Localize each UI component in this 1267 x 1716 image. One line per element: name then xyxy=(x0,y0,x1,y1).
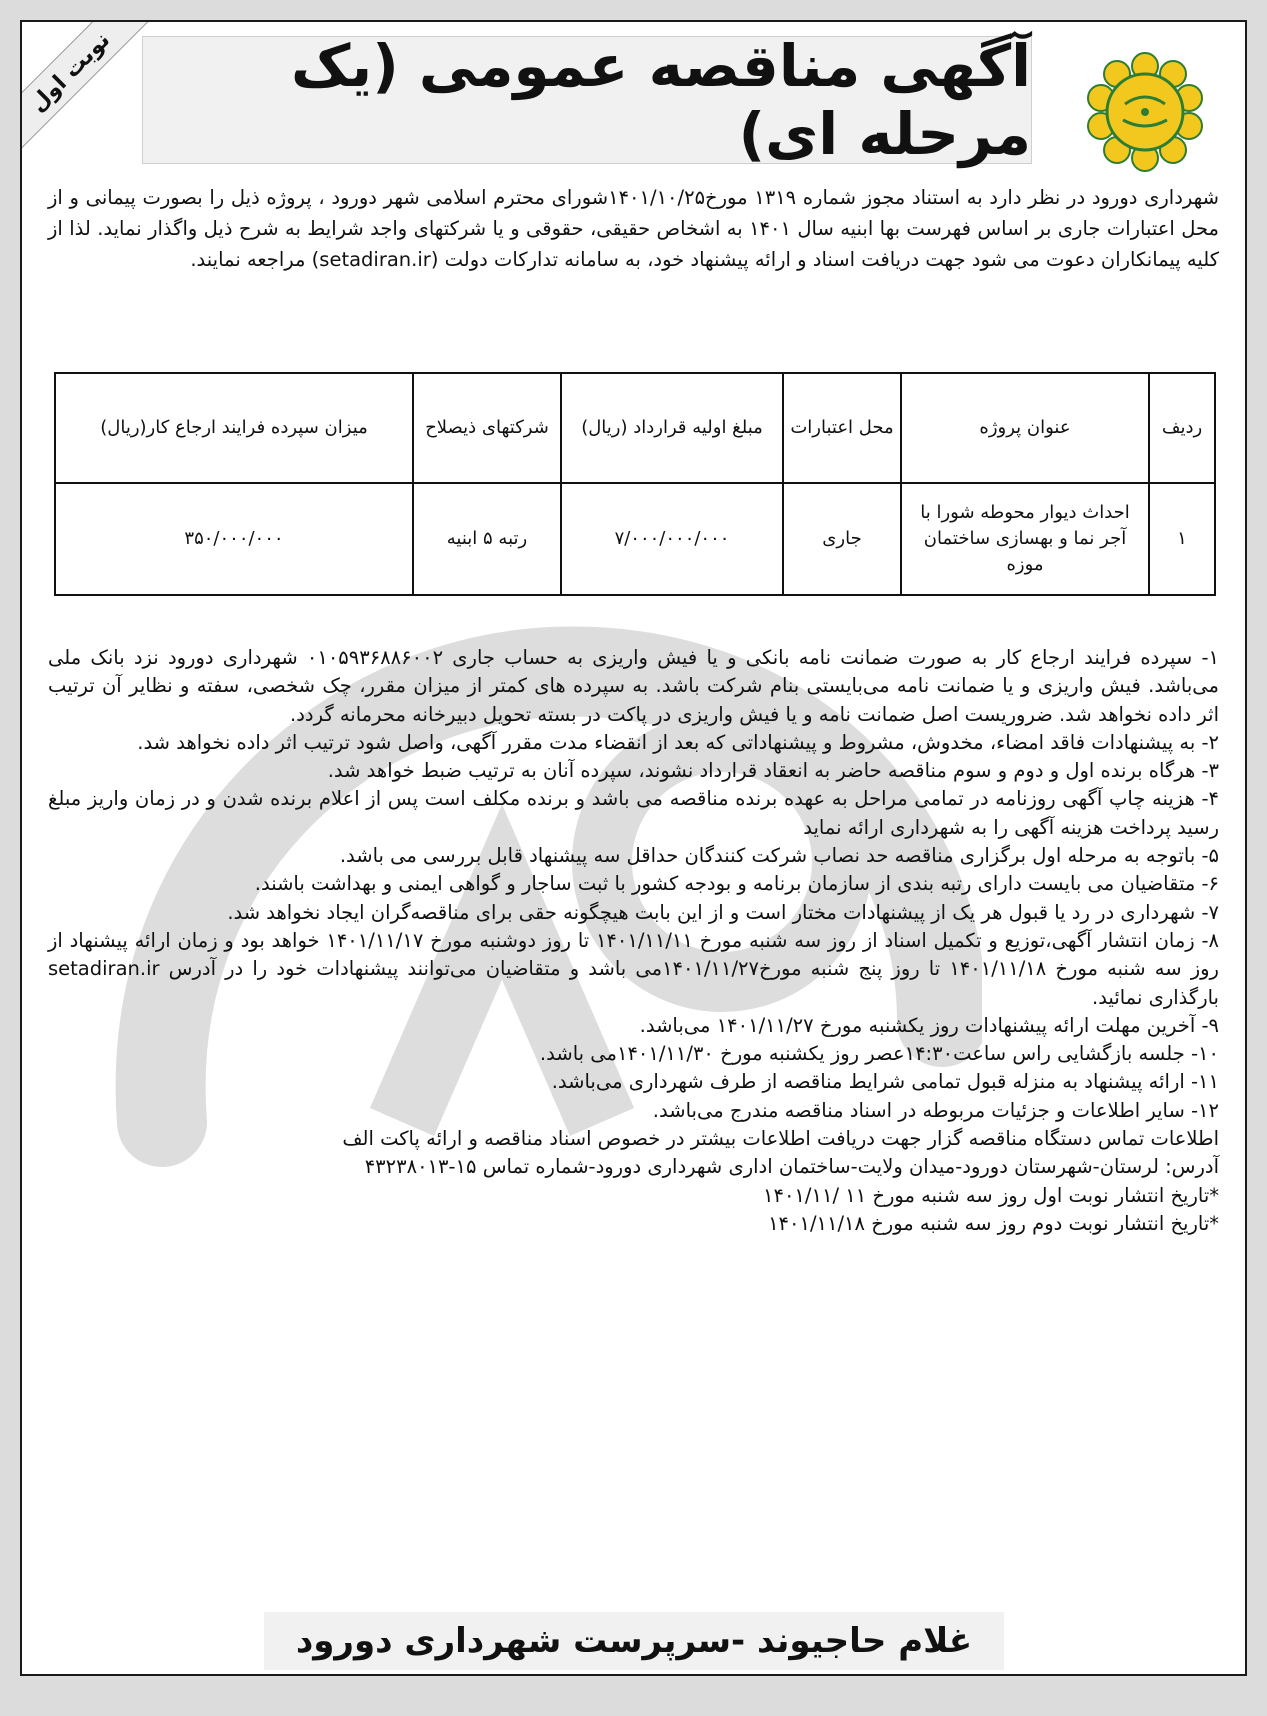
col-qualified-companies: شرکتهای ذیصلاح xyxy=(413,373,561,483)
cell-qualified-companies: رتبه ۵ ابنیه xyxy=(413,483,561,595)
clause-item: ۱- سپرده فرایند ارجاع کار به صورت ضمانت نامه بانکی و یا فیش واریزی به حساب جاری ۰۱۰۵۹۳۶۸۸۶۰۰۲ شهرداری دورود نزد بانک ملی می‌باشد. فیش واریزی و یا ضمانت نامه می‌بایستی بنام شرکت باشد. به سپرده های کمتر از میزان مقرر، چک شخصی، سفته و نظایر آن ترتیب اثر داده نخواهد شد. ضروریست اصل ضمانت نامه و یا فیش واریزی در پاکت در بسته تحویل دبیرخانه محرمانه گردد. xyxy=(48,646,1220,726)
publish-date-second: *تاریخ انتشار نوبت دوم روز سه شنبه مورخ ۱۴۰۱/۱۱/۱۸ xyxy=(768,1211,1219,1235)
table-row xyxy=(55,483,1215,595)
clause-item: ۱۲- سایر اطلاعات و جزئیات مربوطه در اسناد مناقصه مندرج می‌باشد. xyxy=(652,1098,1219,1122)
clause-item: ۸- زمان انتشار آگهی،توزیع و تکمیل اسناد از روز سه شنبه مورخ ۱۴۰۱/۱۱/۱۱ تا روز دوشنبه مورخ ۱۴۰۱/۱۱/۱۷ خواهد بود و زمان ارائه پیشنهاد از روز سه شنبه مورخ ۱۴۰۱/۱۱/۱۸ تا روز پنج شنبه مورخ۱۴۰۱/۱۱/۲۷می باشد و متقاضیان می‌توانند پیشنهادات خود را در آدرس setadiran.ir بارگذاری نمائید. xyxy=(48,928,1219,1009)
intro-paragraph: شهرداری دورود در نظر دارد به استناد مجوز شماره ۱۳۱۹ مورخ۱۴۰۱/۱۰/۲۵شورای محترم اسلامی شهر دورود ، پروژه ذیل را بصورت پیمانی و از محل اعتبارات جاری بر اساس فهرست بها ابنیه سال ۱۴۰۱ به اشخاص حقیقی، حقوقی و یا شرکتهای واجد شرایط به شرح ذیل واگذار نماید. لذا از کلیه پیمانکاران دعوت می شود جهت دریافت اسناد و ارائه پیشنهاد خود، به سامانه تدارکات دولت (setadiran.ir) مراجعه نمایند. xyxy=(48,186,1219,271)
clause-item: ۳- هرگاه برنده اول و دوم و سوم مناقصه حاضر به انعقاد قرارداد نشوند، سپرده آنان به ترتیب ضبط خواهد شد. xyxy=(327,759,1219,783)
cell-row-number: ۱ xyxy=(1149,483,1215,595)
municipality-seal-icon xyxy=(1085,52,1205,172)
clause-item: ۲- به پیشنهادات فاقد امضاء، مخدوش، مشروط و پیشنهاداتی که بعد از انقضاء مدت مقرر آگهی، واصل شود ترتیب اثر داده نخواهد شد. xyxy=(137,730,1219,754)
signature-text: غلام حاجیوند -سرپرست شهرداری دورود xyxy=(295,1621,973,1661)
clause-item: ۱۱- ارائه پیشنهاد به منزله قبول تمامی شرایط مناقصه از طرف شهرداری می‌باشد. xyxy=(551,1070,1219,1094)
cell-initial-amount: ۷/۰۰۰/۰۰۰/۰۰۰ xyxy=(561,483,783,595)
clause-item: ۵- باتوجه به مرحله اول برگزاری مناقصه حد نصاب شرکت کنندگان حداقل سه پیشنهاد قابل بررسی می باشد. xyxy=(339,844,1219,868)
clause-item: ۴- هزینه چاپ آگهی روزنامه در تمامی مراحل به عهده برنده مناقصه می باشد و برنده مکلف است پس از اعلام برنده شدن و در زمان واریز مبلغ رسید پرداخت هزینه آگهی را به شهرداری ارائه نماید xyxy=(48,787,1219,839)
tender-table xyxy=(54,372,1216,596)
contact-intro: اطلاعات تماس دستگاه مناقصه گزار جهت دریافت اطلاعات بیشتر در خصوص اسناد مناقصه و ارائه پاکت الف xyxy=(342,1127,1219,1151)
clause-item: ۶- متقاضیان می بایست دارای رتبه بندی از سازمان برنامه و بودجه کشور با ثبت ساجار و گواهی ایمنی و بهداشت باشند. xyxy=(254,872,1219,896)
col-deposit-amount: میزان سپرده فرایند ارجاع کار(ریال) xyxy=(55,373,413,483)
col-project-title: عنوان پروژه xyxy=(901,373,1149,483)
clause-item: ۹- آخرین مهلت ارائه پیشنهادات روز یکشنبه مورخ ۱۴۰۱/۱۱/۲۷ می‌باشد. xyxy=(639,1013,1219,1037)
edition-label: نوبت اول xyxy=(22,22,152,154)
signature-banner xyxy=(264,1612,1004,1670)
cell-deposit-amount: ۳۵۰/۰۰۰/۰۰۰ xyxy=(55,483,413,595)
conditions-list xyxy=(48,644,1219,1238)
col-initial-amount: مبلغ اولیه قرارداد (ریال) xyxy=(561,373,783,483)
clause-item: ۷- شهرداری در رد یا قبول هر یک از پیشنهادات مختار است و از این بابت هیچگونه حقی برای مناقصه‌گران ایجاد نخواهد شد. xyxy=(227,900,1219,924)
title-banner xyxy=(142,32,1032,168)
publish-date-first: *تاریخ انتشار نوبت اول روز سه شنبه مورخ ۱۱ /۱۴۰۱/۱۱ xyxy=(763,1183,1219,1207)
page-title: آگهی مناقصه عمومی (یک مرحله ای) xyxy=(291,32,1031,168)
clause-item: ۱۰- جلسه بازگشایی راس ساعت۱۴:۳۰عصر روز یکشنبه مورخ ۱۴۰۱/۱۱/۳۰می باشد. xyxy=(539,1042,1219,1066)
col-credit-source: محل اعتبارات xyxy=(783,373,901,483)
cell-credit-source: جاری xyxy=(783,483,901,595)
edition-corner-tag xyxy=(22,22,162,162)
notice-page xyxy=(20,20,1247,1676)
cell-project-title: احداث دیوار محوطه شورا با آجر نما و بهسازی ساختمان موزه xyxy=(901,483,1149,595)
contact-address: آدرس: لرستان-شهرستان دورود-میدان ولایت-ساختمان اداری شهرداری دورود-شماره تماس ۱۵-۴۳۲۳۸۰۱۳ xyxy=(364,1155,1219,1179)
table-header-row xyxy=(55,373,1215,483)
col-row-number: ردیف xyxy=(1149,373,1215,483)
